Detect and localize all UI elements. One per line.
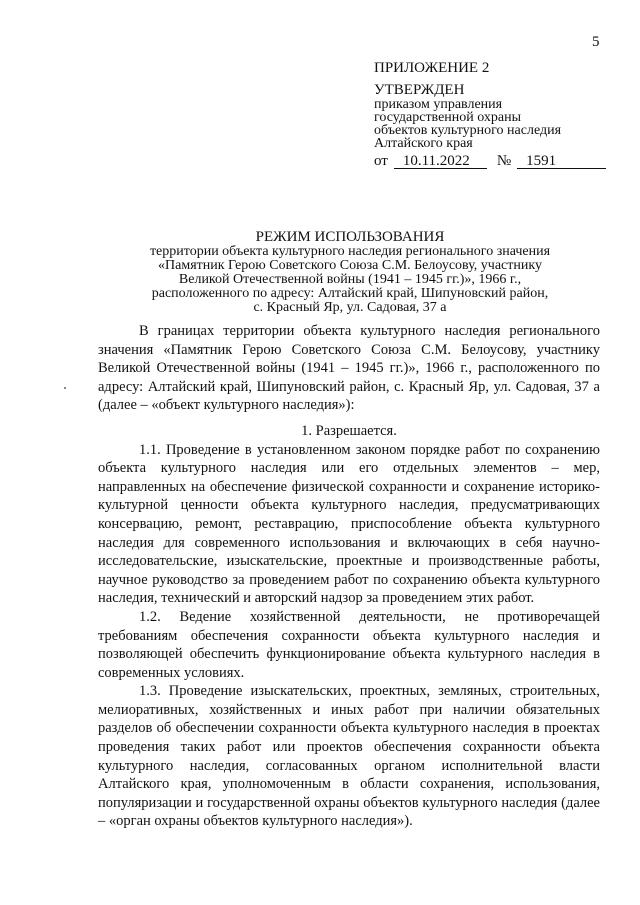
approval-line: объектов культурного наследия (374, 123, 562, 138)
intro-paragraph: В границах территории объекта культурного наследия регионального значения «Памятник Герою Советского Союза С.М. Белоусову, участнику Великой Отечественной войны (1941 – 1945 гг.)», 1966 г., расположенного по адресу: Алтайский край, Шипуновский район, с. Красный Яр, ул. Садовая, 37 а (далее – «объект культурного наследия»): (98, 323, 600, 414)
document-title (100, 230, 600, 315)
clause-1-2: 1.2. Ведение хозяйственной деятельности, не противоречащей требованиям обеспечения сохранности объекта культурного наследия и позволяющей обеспечить функционирование объекта культурного наследия в современных условиях. (98, 608, 600, 681)
clause-1-3: 1.3. Проведение изыскательских, проектных, земляных, строительных, мелиоративных, хозяйственных и иных работ при наличии обязательных разделов об обеспечении сохранности объекта культурного наследия в проектах проведения таких работ или проектов обеспечения сохранности объекта культурного наследия, согласованных органом исполнительной власти Алтайского края, уполномоченным в области сохранения, использования, популяризации и государственной охраны объектов культурного наследия (далее – «орган охраны объектов культурного наследия»). (98, 683, 600, 830)
page-number: 5 (592, 34, 600, 50)
approval-stamp (374, 62, 606, 169)
title-line: расположенного по адресу: Алтайский край, Шипуновский район, (151, 286, 549, 301)
title-line: территории объекта культурного наследия регионального значения (149, 244, 551, 259)
approval-line: государственной охраны (374, 110, 522, 125)
section-heading: 1. Разрешается. (301, 422, 397, 439)
approved-label: УТВЕРЖДЕН (374, 82, 465, 98)
number-sign: № (496, 153, 512, 169)
clause-1-1: 1.1. Проведение в установленном законом порядке работ по сохранению объекта культурного наследия или его отдельных элементов – мер, направленных на обеспечение физической сохранности и сохранение историко-культурной ценности объекта культурного наследия, предусматривающих консервацию, ремонт, реставрацию, приспособление объекта культурного наследия для современного использования и включающих в себя научно-исследовательские, изыскательские, проектные и производственные работы, научное руководство за проведением работ по сохранению объекта культурного наследия, технический и авторский надзор за проведением этих работ. (98, 441, 600, 607)
appendix-label: ПРИЛОЖЕНИЕ 2 (374, 60, 490, 76)
from-label: от (374, 153, 388, 169)
scan-artifact (64, 387, 66, 389)
approval-line: Алтайского края (374, 136, 473, 151)
document-body (98, 322, 600, 831)
title-line: с. Красный Яр, ул. Садовая, 37 а (253, 300, 447, 315)
order-number: 1591 (517, 155, 606, 169)
title-heading: РЕЖИМ ИСПОЛЬЗОВАНИЯ (255, 229, 445, 245)
title-line: Великой Отечественной войны (1941 – 1945 гг.)», 1966 г., (178, 272, 522, 287)
title-line: «Памятник Герою Советского Союза С.М. Белоусову, участнику (158, 258, 542, 273)
order-date: 10.11.2022 (394, 155, 487, 169)
order-line (374, 155, 606, 169)
approval-line: приказом управления (374, 97, 503, 112)
